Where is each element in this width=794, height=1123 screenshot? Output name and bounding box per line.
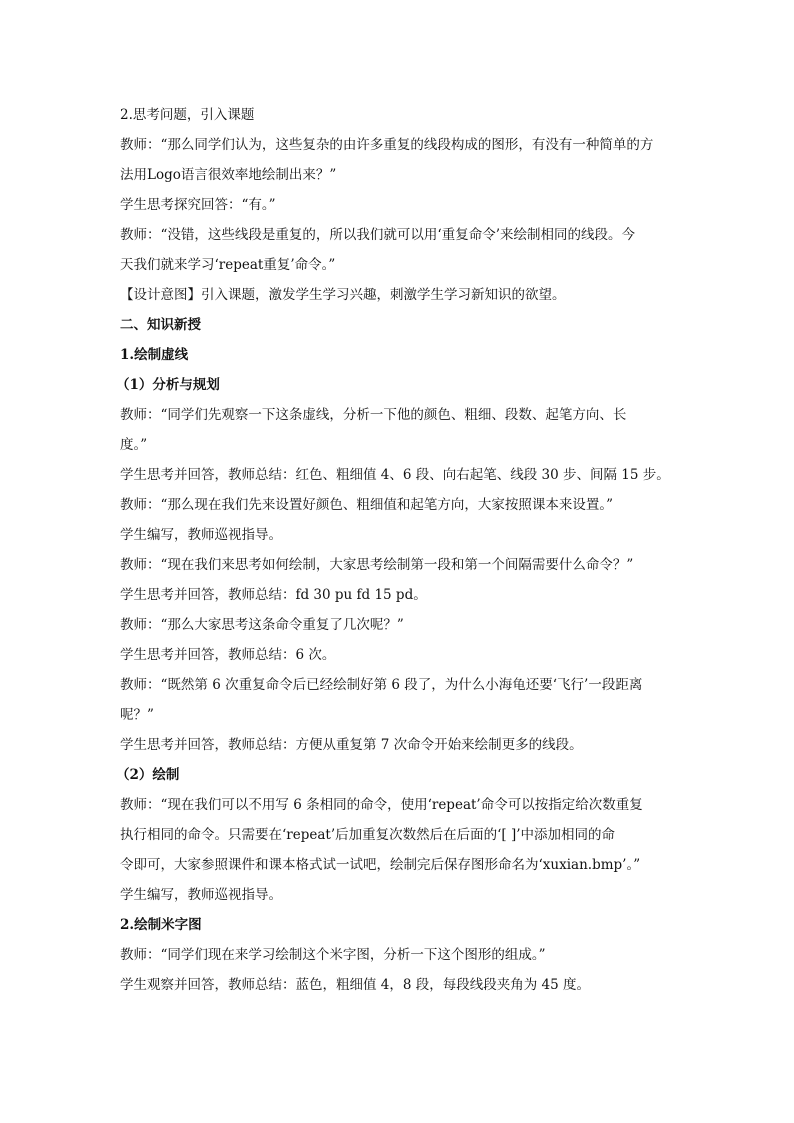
section-heading-new-knowledge: 二、知识新授: [120, 317, 201, 333]
teacher-line-observe-part2: 度。”: [120, 437, 148, 453]
section-heading-think-question: 2.思考问题，引入课题: [120, 107, 255, 123]
teacher-line-repeat-intro-part2: 天我们就来学习‘repeat重复’命令。”: [120, 257, 336, 273]
teacher-line-observe-part1: 教师：“同学们先观察一下这条虚线，分析一下他的颜色、粗细、段数、起笔方向、长: [120, 407, 627, 423]
student-coding-guidance-2: 学生编写，教师巡视指导。: [120, 887, 282, 903]
subsection-heading-dashed-line: 1.绘制虚线: [120, 347, 189, 363]
subsection-heading-mi-pattern: 2.绘制米字图: [120, 917, 202, 933]
subsection-heading-drawing: （2）绘制: [116, 767, 180, 783]
teacher-line-mi-pattern: 教师：“同学们现在来学习绘制这个米字图，分析一下这个图形的组成。”: [120, 947, 546, 963]
design-intent-line: 【设计意图】引入课题，激发学生学习兴趣，刺激学生学习新知识的欲望。: [120, 287, 566, 303]
teacher-line-repeat-count: 教师：“那么大家思考这条命令重复了几次呢？”: [120, 617, 404, 633]
teacher-line-repeat-usage-part3: 令即可，大家参照课件和课本格式试一试吧，绘制完后保存图形命名为‘xuxian.bmp’。”: [120, 857, 641, 873]
teacher-line-why-fly-part1: 教师：“既然第 6 次重复命令后已经绘制好第 6 段了，为什么小海龟还要‘飞行’一段距离: [120, 677, 643, 693]
document-page: [116, 100, 680, 1000]
teacher-line-repeat-usage-part2: 执行相同的命令。只需要在‘repeat’后加重复次数然后在后面的‘[ ]’中添加相同的命: [120, 827, 616, 843]
teacher-line-question-part2: 法用Logo语言很效率地绘制出来？”: [120, 167, 337, 183]
student-summary-dashed-spec: 学生思考并回答，教师总结：红色、粗细值 4、6 段、向右起笔、线段 30 步、间隔 15 步。: [120, 467, 670, 483]
student-answer-yes: 学生思考探究回答：“有。”: [120, 197, 276, 213]
student-summary-commands: 学生思考并回答，教师总结：fd 30 pu fd 15 pd。: [120, 587, 427, 603]
teacher-line-setup: 教师：“那么现在我们先来设置好颜色、粗细值和起笔方向，大家按照课本来设置。”: [120, 497, 614, 513]
student-summary-six-times: 学生思考并回答，教师总结：6 次。: [120, 647, 336, 663]
student-summary-mi-pattern: 学生观察并回答，教师总结：蓝色，粗细值 4，8 段，每段线段夹角为 45 度。: [120, 977, 591, 993]
teacher-line-question-part1: 教师：“那么同学们认为，这些复杂的由许多重复的线段构成的图形，有没有一种简单的方: [120, 137, 654, 153]
teacher-line-why-fly-part2: 呢？”: [120, 707, 154, 723]
teacher-line-repeat-usage-part1: 教师：“现在我们可以不用写 6 条相同的命令，使用‘repeat’命令可以按指定给次数重复: [120, 797, 643, 813]
student-coding-guidance-1: 学生编写，教师巡视指导。: [120, 527, 282, 543]
teacher-line-how-to-draw: 教师：“现在我们来思考如何绘制，大家思考绘制第一段和第一个间隔需要什么命令？”: [120, 557, 634, 573]
teacher-line-repeat-intro-part1: 教师：“没错，这些线段是重复的，所以我们就可以用‘重复命令’来绘制相同的线段。今: [120, 227, 635, 243]
subsection-heading-analysis: （1）分析与规划: [116, 377, 220, 393]
student-summary-continue: 学生思考并回答，教师总结：方便从重复第 7 次命令开始来绘制更多的线段。: [120, 737, 583, 753]
